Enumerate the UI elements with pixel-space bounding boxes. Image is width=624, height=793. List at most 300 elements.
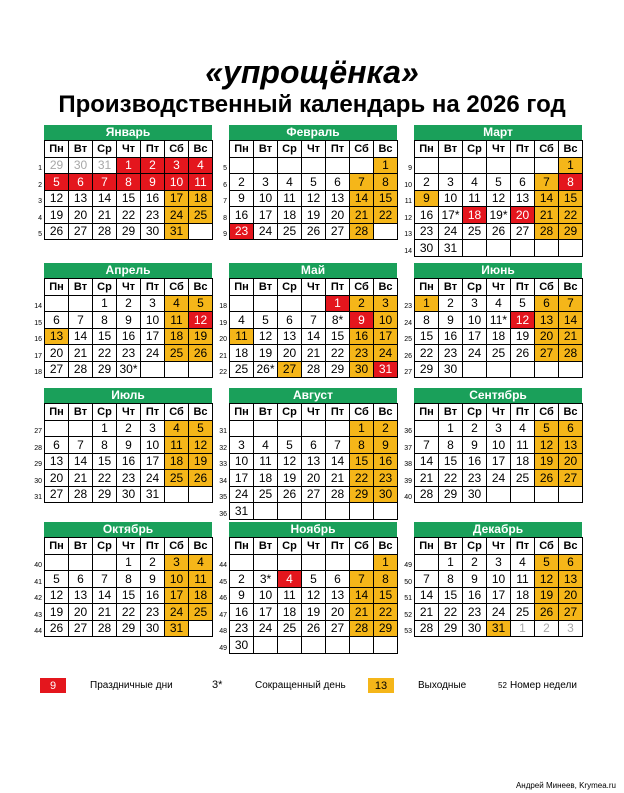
weekday-header: Чт	[117, 404, 141, 421]
day-cell: 26	[189, 470, 213, 487]
weekday-header: Вт	[69, 538, 93, 555]
week-number: 49	[404, 562, 412, 569]
day-cell: 26	[302, 223, 326, 240]
day-cell: 8	[374, 571, 398, 588]
day-cell: 21	[415, 604, 439, 621]
day-cell: 31	[165, 223, 189, 240]
day-cell: 11*	[487, 312, 511, 329]
weekday-header: Вт	[439, 404, 463, 421]
day-cell: 15	[117, 190, 141, 207]
logo: «упрощёнка»	[205, 54, 419, 90]
day-cell: 31	[165, 620, 189, 637]
month-table	[44, 278, 213, 378]
day-cell	[254, 295, 278, 312]
day-cell	[230, 295, 254, 312]
day-cell: 2	[350, 295, 374, 312]
day-cell: 13	[69, 587, 93, 604]
week-row	[415, 174, 583, 191]
legend-weekend-swatch: 13	[368, 678, 394, 693]
day-cell: 1	[415, 295, 439, 312]
weekday-header: Пт	[141, 538, 165, 555]
week-number: 46	[219, 595, 227, 602]
day-cell: 4	[487, 295, 511, 312]
day-cell: 13	[45, 453, 69, 470]
week-number: 42	[34, 595, 42, 602]
day-cell: 16	[117, 328, 141, 345]
day-cell: 28	[93, 620, 117, 637]
week-row	[230, 486, 398, 503]
day-cell: 6	[69, 571, 93, 588]
day-cell: 4	[165, 295, 189, 312]
week-number: 3	[38, 198, 42, 205]
weekday-header: Пт	[326, 404, 350, 421]
day-cell: 18	[165, 453, 189, 470]
day-cell: 8	[439, 571, 463, 588]
day-cell: 20	[302, 470, 326, 487]
weekday-header: Вс	[189, 538, 213, 555]
day-cell: 12	[302, 190, 326, 207]
week-row	[230, 207, 398, 224]
day-cell	[165, 361, 189, 378]
day-cell: 31	[93, 157, 117, 174]
week-row	[45, 587, 213, 604]
day-cell: 13	[302, 453, 326, 470]
day-cell	[487, 486, 511, 503]
day-cell: 5	[535, 420, 559, 437]
day-cell: 17*	[439, 207, 463, 224]
day-cell	[374, 223, 398, 240]
day-cell: 15	[439, 453, 463, 470]
weekday-header: Вс	[559, 141, 583, 158]
week-row	[45, 554, 213, 571]
month-table	[44, 537, 213, 637]
week-number: 24	[404, 319, 412, 327]
week-row	[230, 604, 398, 621]
day-cell: 6	[45, 437, 69, 454]
weekday-header: Пн	[415, 538, 439, 555]
day-cell: 16	[230, 604, 254, 621]
author-credit: Андрей Минеев, Krymea.ru	[515, 781, 616, 790]
day-cell	[278, 157, 302, 174]
day-cell: 11	[189, 174, 213, 191]
day-cell: 29	[45, 157, 69, 174]
day-cell: 23	[463, 470, 487, 487]
day-cell: 27	[69, 223, 93, 240]
day-cell: 5	[511, 295, 535, 312]
week-number: 11	[404, 198, 412, 205]
weekday-header: Сб	[165, 404, 189, 421]
week-number: 25	[404, 336, 412, 343]
day-cell	[302, 420, 326, 437]
day-cell: 15	[374, 190, 398, 207]
month-title: Январь	[44, 125, 212, 140]
day-cell: 26	[535, 470, 559, 487]
day-cell: 5	[535, 554, 559, 571]
day-cell: 9	[141, 571, 165, 588]
month-table	[229, 278, 398, 378]
weekday-header: Ср	[463, 279, 487, 296]
day-cell: 15	[117, 587, 141, 604]
week-number: 12	[404, 214, 412, 222]
week-row	[415, 157, 583, 174]
weekday-header: Вт	[254, 141, 278, 158]
week-number: 36	[404, 428, 412, 435]
day-cell	[69, 295, 93, 312]
day-cell: 30	[350, 361, 374, 378]
day-cell: 7	[93, 571, 117, 588]
week-row	[415, 453, 583, 470]
day-cell: 20	[511, 207, 535, 224]
month-title: Апрель	[44, 263, 212, 278]
weekday-header: Пн	[415, 404, 439, 421]
day-cell: 8	[93, 312, 117, 329]
week-row	[415, 437, 583, 454]
day-cell: 6	[559, 420, 583, 437]
day-cell: 6	[535, 295, 559, 312]
weekday-header-row	[45, 279, 213, 296]
day-cell	[374, 503, 398, 520]
day-cell: 15	[326, 328, 350, 345]
week-number: 16	[34, 336, 42, 343]
day-cell: 3	[487, 554, 511, 571]
day-cell	[254, 503, 278, 520]
day-cell: 12	[189, 437, 213, 454]
day-cell: 21	[69, 470, 93, 487]
day-cell: 8	[374, 174, 398, 191]
day-cell: 23	[463, 604, 487, 621]
day-cell: 23	[141, 207, 165, 224]
day-cell: 1	[559, 157, 583, 174]
weekday-header: Пт	[326, 141, 350, 158]
week-number: 52	[404, 611, 412, 619]
day-cell: 24	[487, 604, 511, 621]
day-cell: 7	[69, 437, 93, 454]
day-cell: 29	[93, 361, 117, 378]
month-table	[414, 140, 583, 257]
week-row	[415, 207, 583, 224]
weekday-header: Ср	[278, 538, 302, 555]
day-cell: 12	[535, 437, 559, 454]
weekday-header: Сб	[535, 141, 559, 158]
day-cell: 26	[302, 620, 326, 637]
month-title: Май	[229, 263, 397, 278]
day-cell: 1	[93, 420, 117, 437]
weekday-header: Чт	[302, 141, 326, 158]
day-cell: 13	[45, 328, 69, 345]
weekday-header: Вс	[374, 141, 398, 158]
week-number: 13	[404, 231, 412, 238]
week-row	[45, 620, 213, 637]
day-cell	[350, 637, 374, 654]
day-cell: 19	[535, 453, 559, 470]
week-row	[230, 453, 398, 470]
day-cell: 20	[69, 207, 93, 224]
day-cell: 10	[230, 453, 254, 470]
week-number: 26	[404, 352, 412, 360]
day-cell: 14	[326, 453, 350, 470]
day-cell: 27	[326, 223, 350, 240]
day-cell: 24	[487, 470, 511, 487]
day-cell: 31	[487, 620, 511, 637]
day-cell: 5	[487, 174, 511, 191]
day-cell: 6	[278, 312, 302, 329]
week-number: 32	[219, 444, 227, 452]
day-cell: 28	[69, 361, 93, 378]
day-cell: 2	[141, 554, 165, 571]
week-number: 8	[223, 214, 227, 222]
day-cell: 27	[69, 620, 93, 637]
weekday-header: Ср	[93, 538, 117, 555]
week-number: 53	[404, 628, 412, 635]
day-cell: 25	[511, 604, 535, 621]
day-cell: 20	[535, 328, 559, 345]
week-row	[230, 503, 398, 520]
month-block	[44, 125, 212, 240]
month-title: Октябрь	[44, 522, 212, 537]
day-cell	[415, 157, 439, 174]
day-cell: 19	[254, 345, 278, 362]
day-cell: 4	[511, 420, 535, 437]
week-row	[230, 223, 398, 240]
day-cell: 15	[350, 453, 374, 470]
day-cell: 25	[165, 345, 189, 362]
day-cell: 14	[350, 190, 374, 207]
weekday-header-row	[230, 279, 398, 296]
day-cell: 17	[487, 453, 511, 470]
day-cell: 24	[141, 470, 165, 487]
day-cell: 8	[117, 571, 141, 588]
day-cell: 27	[326, 620, 350, 637]
day-cell: 8	[439, 437, 463, 454]
day-cell: 9	[117, 312, 141, 329]
day-cell: 29	[374, 620, 398, 637]
day-cell: 8	[415, 312, 439, 329]
day-cell: 7	[559, 295, 583, 312]
weekday-header: Пн	[230, 538, 254, 555]
week-number: 51	[404, 595, 412, 602]
day-cell: 17	[374, 328, 398, 345]
week-number: 38	[404, 461, 412, 468]
weekday-header: Вт	[254, 404, 278, 421]
week-row	[415, 190, 583, 207]
day-cell: 9	[350, 312, 374, 329]
week-number: 7	[223, 198, 227, 205]
day-cell: 1	[374, 554, 398, 571]
day-cell: 9	[439, 312, 463, 329]
week-row	[45, 328, 213, 345]
week-row	[230, 587, 398, 604]
day-cell: 18	[254, 470, 278, 487]
week-row	[45, 361, 213, 378]
day-cell: 5	[45, 571, 69, 588]
weekday-header: Ср	[278, 141, 302, 158]
day-cell: 20	[45, 470, 69, 487]
week-number: 30	[34, 477, 42, 485]
day-cell: 18	[278, 604, 302, 621]
day-cell: 17	[487, 587, 511, 604]
day-cell: 6	[302, 437, 326, 454]
day-cell: 22	[374, 207, 398, 224]
weekday-header-row	[230, 141, 398, 158]
day-cell: 9	[230, 190, 254, 207]
month-table	[44, 403, 213, 503]
day-cell	[189, 223, 213, 240]
day-cell	[189, 620, 213, 637]
day-cell: 24	[463, 345, 487, 362]
day-cell: 15	[439, 587, 463, 604]
day-cell: 28	[326, 486, 350, 503]
day-cell: 10	[463, 312, 487, 329]
day-cell: 30	[439, 361, 463, 378]
day-cell: 11	[165, 312, 189, 329]
day-cell: 7	[350, 174, 374, 191]
day-cell	[302, 157, 326, 174]
month-table	[44, 140, 213, 240]
day-cell	[302, 637, 326, 654]
day-cell: 8	[93, 437, 117, 454]
week-number: 18	[219, 303, 227, 310]
weekday-header: Пт	[141, 141, 165, 158]
day-cell: 21	[69, 345, 93, 362]
weekday-header: Пт	[511, 141, 535, 158]
day-cell: 12	[487, 190, 511, 207]
day-cell	[535, 361, 559, 378]
week-row	[45, 312, 213, 329]
weekday-header: Пт	[141, 404, 165, 421]
day-cell	[302, 295, 326, 312]
day-cell: 9	[415, 190, 439, 207]
week-row	[230, 554, 398, 571]
weekday-header: Чт	[117, 279, 141, 296]
day-cell: 17	[165, 587, 189, 604]
day-cell: 10	[165, 174, 189, 191]
day-cell: 4	[463, 174, 487, 191]
day-cell: 11	[278, 190, 302, 207]
day-cell: 13	[69, 190, 93, 207]
day-cell: 24	[374, 345, 398, 362]
day-cell: 22	[93, 345, 117, 362]
weekday-header: Чт	[487, 279, 511, 296]
day-cell: 24	[230, 486, 254, 503]
week-number: 49	[219, 644, 227, 652]
day-cell: 6	[559, 554, 583, 571]
day-cell: 28	[69, 486, 93, 503]
day-cell: 13	[511, 190, 535, 207]
day-cell	[439, 157, 463, 174]
day-cell: 22	[117, 604, 141, 621]
day-cell: 29	[350, 486, 374, 503]
day-cell: 13	[559, 437, 583, 454]
day-cell: 17	[254, 207, 278, 224]
day-cell: 9	[374, 437, 398, 454]
month-table	[414, 537, 583, 637]
weekday-header: Вс	[189, 279, 213, 296]
month-title: Декабрь	[414, 522, 582, 537]
week-row	[45, 437, 213, 454]
day-cell: 4	[511, 554, 535, 571]
day-cell: 24	[254, 223, 278, 240]
week-row	[45, 420, 213, 437]
day-cell: 25	[278, 620, 302, 637]
weekday-header-row	[45, 141, 213, 158]
day-cell: 1	[511, 620, 535, 637]
day-cell: 7	[69, 312, 93, 329]
day-cell: 30	[141, 223, 165, 240]
day-cell: 15	[93, 453, 117, 470]
day-cell: 17	[141, 328, 165, 345]
day-cell: 26*	[254, 361, 278, 378]
week-row	[230, 420, 398, 437]
day-cell: 24	[254, 620, 278, 637]
day-cell: 7	[302, 312, 326, 329]
day-cell: 10	[254, 587, 278, 604]
day-cell	[559, 361, 583, 378]
week-row	[45, 604, 213, 621]
week-row	[230, 470, 398, 487]
week-number: 39	[404, 477, 412, 485]
day-cell: 14	[69, 328, 93, 345]
weekday-header: Вс	[559, 279, 583, 296]
week-row	[45, 345, 213, 362]
day-cell: 10	[439, 190, 463, 207]
day-cell: 28	[350, 620, 374, 637]
weekday-header: Пн	[45, 538, 69, 555]
day-cell: 2	[230, 571, 254, 588]
weekday-header-row	[415, 279, 583, 296]
day-cell	[254, 637, 278, 654]
day-cell: 21	[326, 470, 350, 487]
week-row	[45, 571, 213, 588]
month-title: Ноябрь	[229, 522, 397, 537]
page-title: Производственный календарь на 2026 год	[58, 91, 566, 118]
week-number: 45	[219, 578, 227, 586]
week-number: 40	[34, 562, 42, 569]
day-cell: 2	[535, 620, 559, 637]
day-cell: 29	[326, 361, 350, 378]
day-cell: 17	[230, 470, 254, 487]
weekday-header: Пт	[326, 279, 350, 296]
day-cell	[69, 420, 93, 437]
day-cell: 6	[69, 174, 93, 191]
day-cell: 15	[415, 328, 439, 345]
day-cell	[254, 420, 278, 437]
day-cell: 28	[415, 620, 439, 637]
month-block	[229, 388, 397, 520]
day-cell: 18	[511, 587, 535, 604]
day-cell	[230, 554, 254, 571]
day-cell: 30	[463, 486, 487, 503]
day-cell: 30	[374, 486, 398, 503]
week-number: 14	[404, 247, 412, 255]
day-cell	[415, 554, 439, 571]
week-number: 9	[408, 165, 412, 172]
day-cell: 22	[117, 207, 141, 224]
day-cell	[326, 554, 350, 571]
day-cell: 3	[254, 174, 278, 191]
weekday-header: Чт	[302, 538, 326, 555]
day-cell: 3	[487, 420, 511, 437]
legend-weeknum-sample: 52	[498, 681, 507, 690]
day-cell	[189, 486, 213, 503]
day-cell: 9	[230, 587, 254, 604]
day-cell: 29	[439, 486, 463, 503]
day-cell: 21	[415, 470, 439, 487]
week-row	[415, 486, 583, 503]
week-row	[230, 312, 398, 329]
day-cell: 6	[511, 174, 535, 191]
weekday-header: Ср	[278, 279, 302, 296]
week-number: 36	[219, 510, 227, 518]
